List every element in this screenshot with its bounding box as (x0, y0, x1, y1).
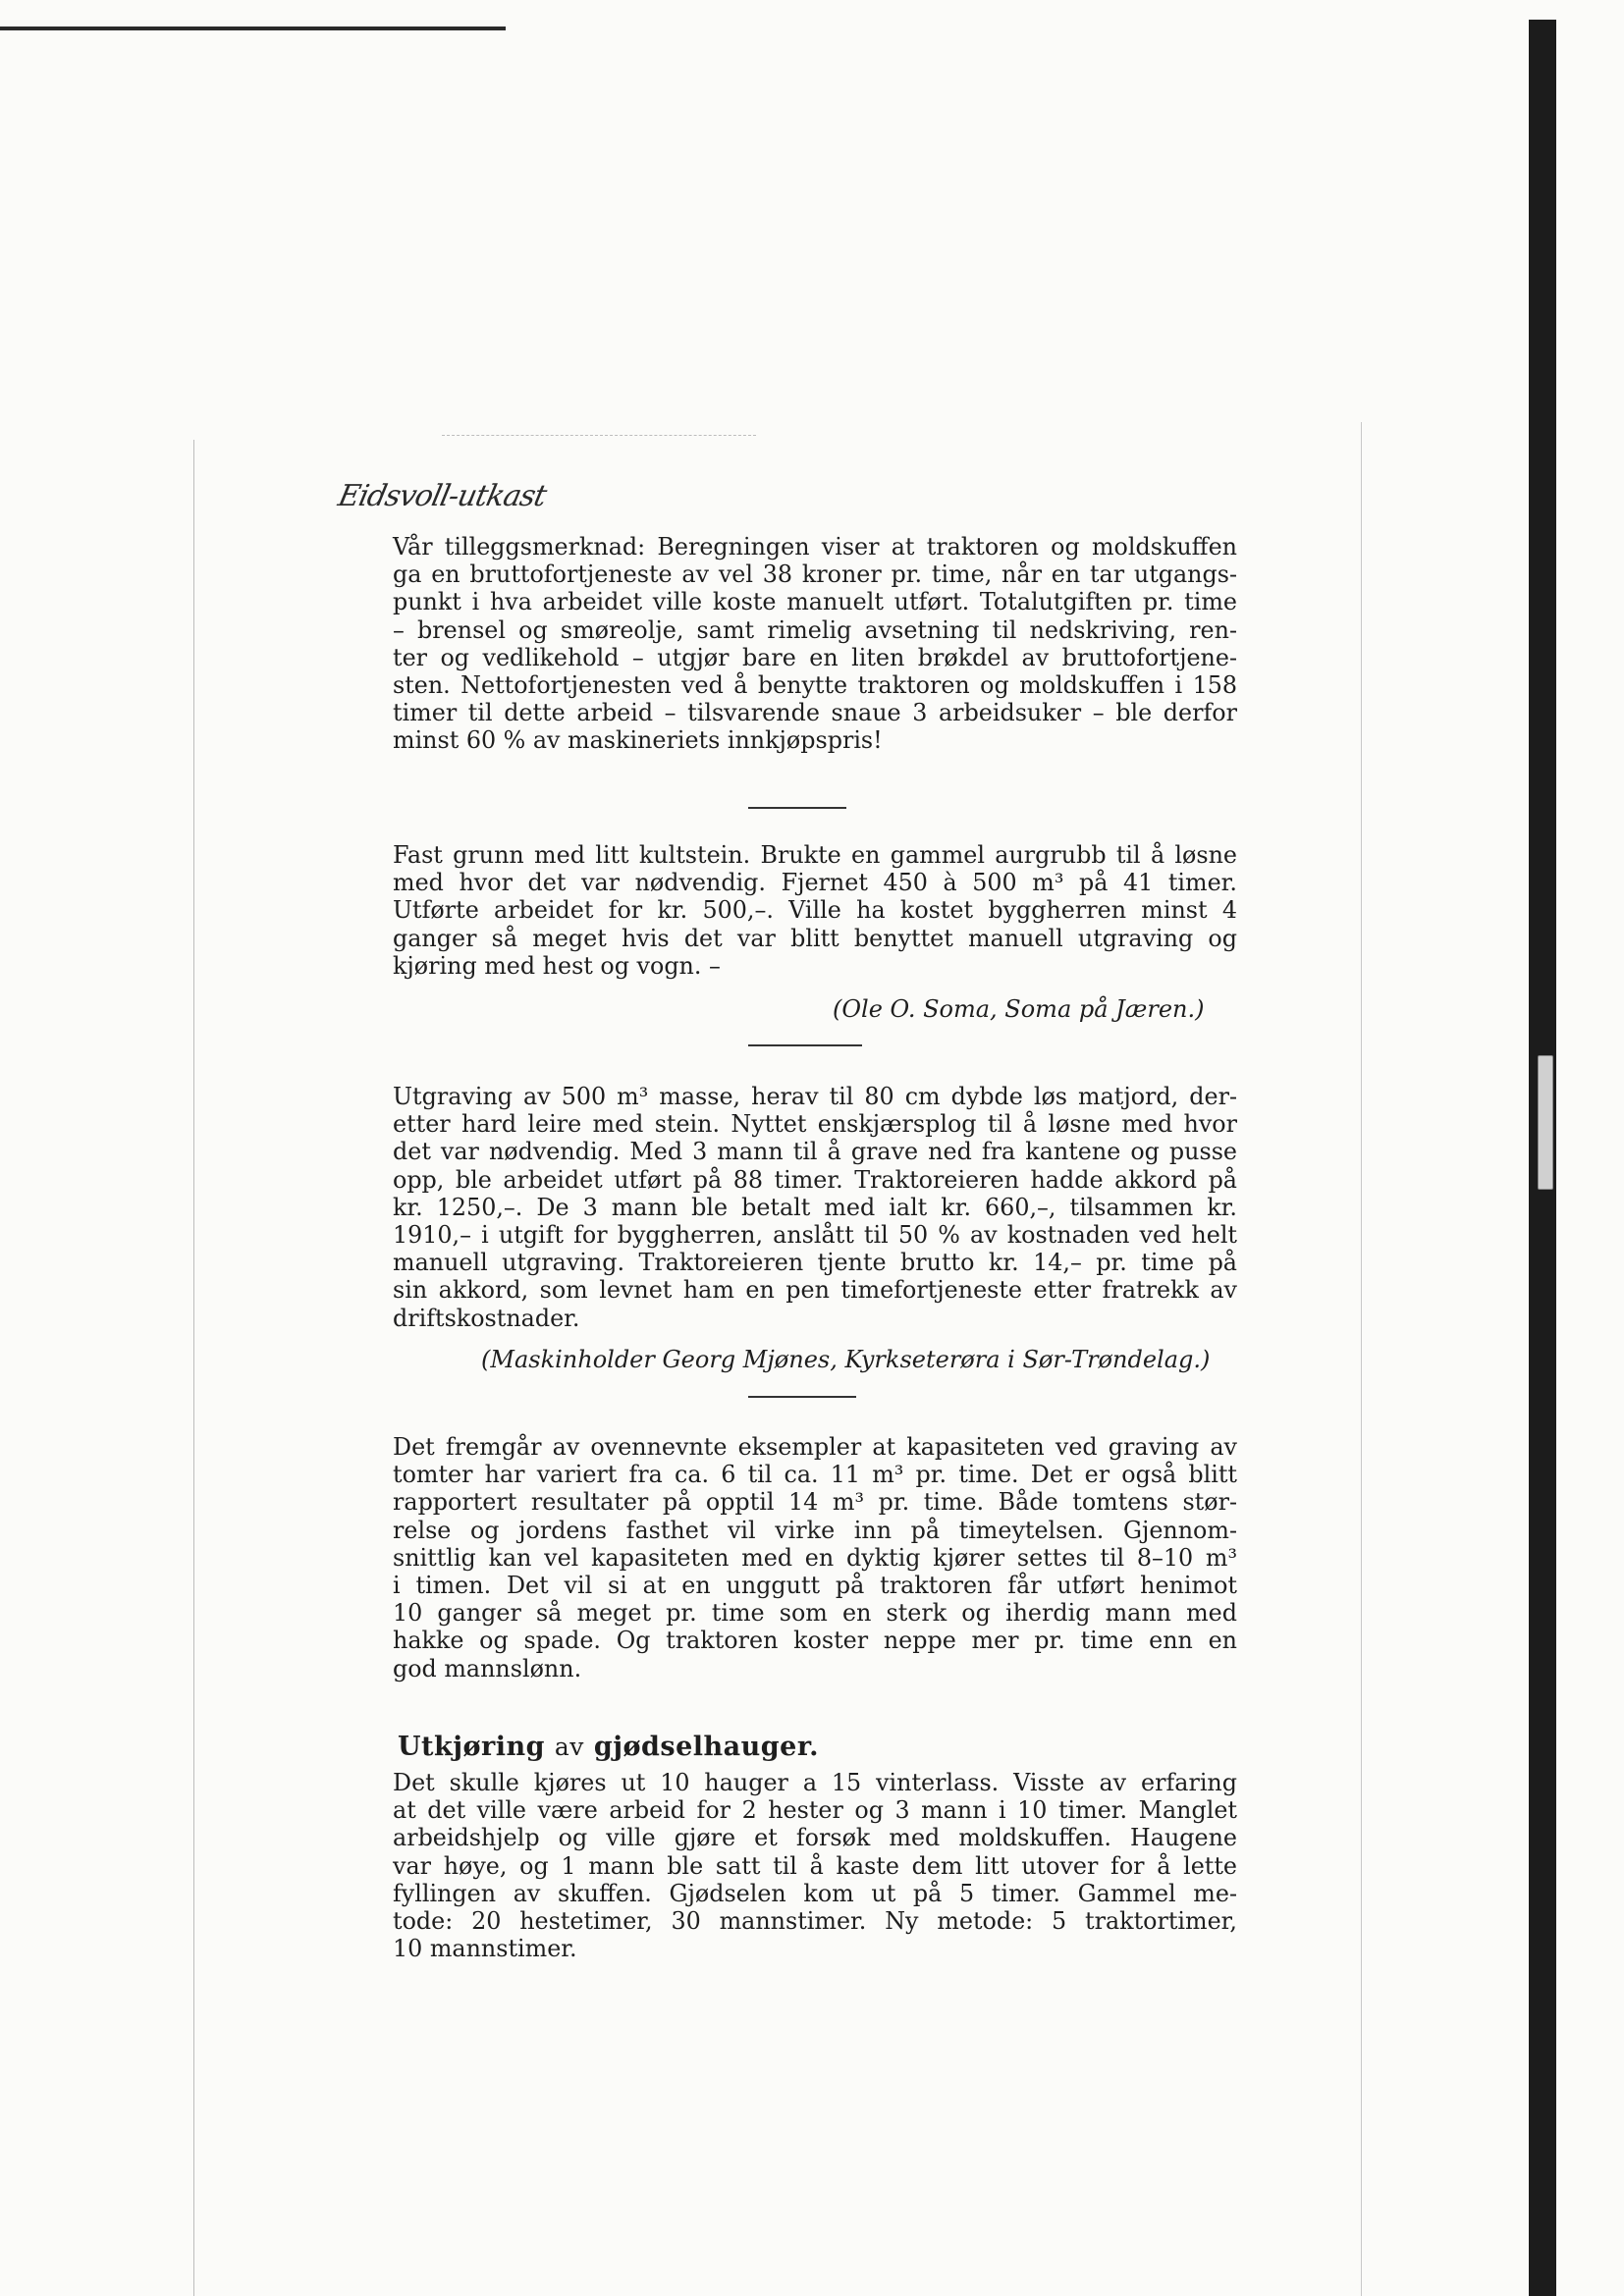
text-line: manuell utgraving. Traktoreieren tjente brutto kr. 14,– pr. time på (393, 1249, 1237, 1277)
text-line: tode: 20 hestetimer, 30 mannstimer. Ny metode: 5 traktortimer, (393, 1907, 1237, 1936)
text-line: var høye, og 1 mann ble satt til å kaste dem litt utover for å lette (393, 1851, 1237, 1880)
text-line: med hvor det var nødvendig. Fjernet 450 à 500 m³ på 41 timer. (393, 869, 1237, 897)
section-divider (748, 807, 846, 809)
handwritten-note: Eidsvoll-utkast (335, 479, 550, 513)
text-line: ganger så meget hvis det var blitt benyttet manuell utgraving og (393, 924, 1237, 952)
text-line: i timen. Det vil si at en unggutt på traktoren får utført henimot (393, 1572, 1237, 1600)
text-line: rapportert resultater på opptil 14 m³ pr. time. Både tomtens stør- (393, 1488, 1237, 1517)
text-line: sin akkord, som levnet ham en pen timefortjeneste etter fratrekk av (393, 1276, 1237, 1305)
heading-end: gjødselhauger. (593, 1732, 819, 1762)
text-line: opp, ble arbeidet utført på 88 timer. Traktoreieren hadde akkord på (393, 1165, 1237, 1194)
section-1 (393, 533, 1237, 755)
text-line: ter og vedlikehold – utgjør bare en liten brøkdel av bruttofortjene- (393, 643, 1237, 671)
text-line: kr. 1250,–. De 3 mann ble betalt med ialt kr. 660,–, tilsammen kr. (393, 1193, 1237, 1221)
section-3-signature: (Maskinholder Georg Mjønes, Kyrkseterøra i Sør-Trøndelag.) (481, 1346, 1211, 1373)
section-2-signature: (Ole O. Soma, Soma på Jæren.) (833, 995, 1205, 1023)
text-line: ga en bruttofortjeneste av vel 38 kroner pr. time, når en tar utgangs- (393, 561, 1237, 589)
text-line: Utførte arbeidet for kr. 500,–. Ville ha kostet byggherren minst 4 (393, 896, 1237, 925)
text-line: punkt i hva arbeidet ville koste manuelt utført. Totalutgiften pr. time (393, 588, 1237, 616)
section-divider (748, 1044, 862, 1046)
text-line: timer til dette arbeid – tilsvarende snaue 3 arbeidsuker – ble derfor (393, 699, 1237, 727)
heading-small: av (554, 1733, 584, 1761)
text-line: fyllingen av skuffen. Gjødselen kom ut på 5 timer. Gammel me- (393, 1879, 1237, 1907)
section-4 (393, 1433, 1237, 1682)
text-line: etter hard leire med stein. Nyttet enskjærsplog til å løsne med hvor (393, 1110, 1237, 1139)
section-2 (393, 841, 1237, 980)
text-line: at det ville være arbeid for 2 hester og 3 mann i 10 timer. Manglet (393, 1796, 1237, 1825)
page-frame-top (442, 435, 756, 437)
text-line: Fast grunn med litt kultstein. Brukte en gammel aurgrubb til å løsne (393, 841, 1237, 869)
section-3-paragraph (393, 1083, 1237, 1332)
text-line: 10 mannstimer. (393, 1935, 577, 1963)
scan-page-tab (1538, 1055, 1553, 1190)
section-2-paragraph (393, 841, 1237, 980)
text-line: relse og jordens fasthet vil virke inn på timeytelsen. Gjennom- (393, 1516, 1237, 1544)
text-line: sten. Nettofortjenesten ved å benytte traktoren og moldskuffen i 158 (393, 671, 1237, 700)
text-line: det var nødvendig. Med 3 mann til å grave ned fra kantene og pusse (393, 1138, 1237, 1166)
section-5 (393, 1769, 1237, 1962)
text-line: – brensel og smøreolje, samt rimelig avsetning til nedskriving, ren- (393, 615, 1237, 644)
text-line: 1910,– i utgift for byggherren, anslått til 50 % av kostnaden ved helt (393, 1221, 1237, 1250)
text-line: god mannslønn. (393, 1654, 582, 1682)
section-4-paragraph (393, 1433, 1237, 1682)
page-frame-right (1361, 422, 1362, 2296)
text-line: driftskostnader. (393, 1304, 580, 1332)
section-1-paragraph (393, 533, 1237, 755)
text-line: minst 60 % av maskineriets innkjøpspris! (393, 726, 883, 755)
text-line: hakke og spade. Og traktoren koster neppe mer pr. time enn en (393, 1627, 1237, 1655)
text-line: kjøring med hest og vogn. – (393, 951, 721, 980)
section-5-heading (398, 1732, 819, 1762)
section-5-paragraph (393, 1769, 1237, 1962)
section-divider (748, 1396, 856, 1398)
text-line: Vår tilleggsmerknad: Beregningen viser at traktoren og moldskuffen (393, 533, 1237, 561)
text-line: Det skulle kjøres ut 10 hauger a 15 vinterlass. Visste av erfaring (393, 1769, 1237, 1796)
text-line: 10 ganger så meget pr. time som en sterk og iherdig mann med (393, 1599, 1237, 1628)
text-line: tomter har variert fra ca. 6 til ca. 11 m³ pr. time. Det er også blitt (393, 1461, 1237, 1489)
heading-main: Utkjøring (398, 1732, 545, 1762)
page-frame-left (193, 440, 194, 2296)
text-line: Utgraving av 500 m³ masse, herav til 80 cm dybde løs matjord, der- (393, 1083, 1237, 1110)
section-3 (393, 1083, 1237, 1332)
text-line: snittlig kan vel kapasiteten med en dyktig kjører settes til 8–10 m³ (393, 1543, 1237, 1572)
scan-edge-top (0, 27, 506, 30)
text-line: arbeidshjelp og ville gjøre et forsøk med moldskuffen. Haugene (393, 1824, 1237, 1852)
text-line: Det fremgår av ovennevnte eksempler at kapasiteten ved graving av (393, 1433, 1237, 1461)
